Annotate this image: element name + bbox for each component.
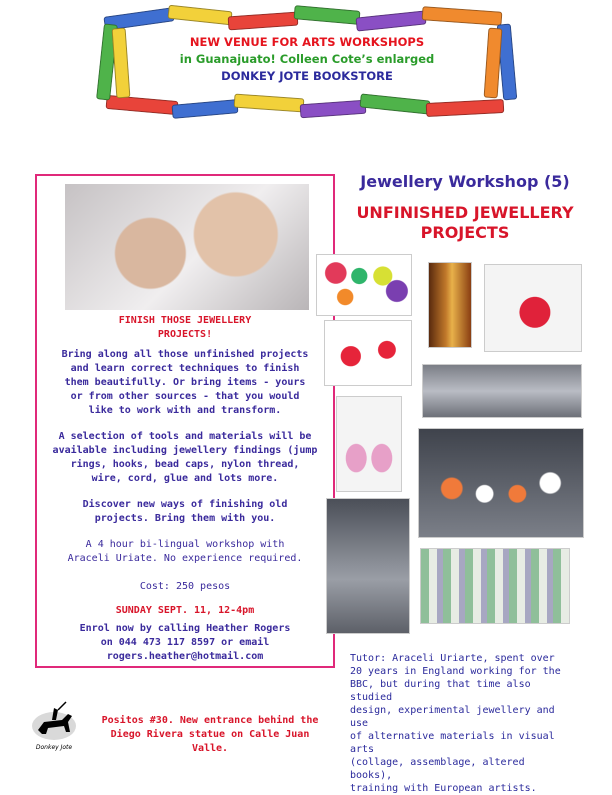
long-bead-necklace-photo <box>326 498 410 634</box>
colorful-bracelet-photo <box>316 254 412 316</box>
paragraph-tools: A selection of tools and materials will be available including jewellery findings (jump rings, hooks, bead caps, nylon thread, wire, cord, glue and lots more. <box>52 431 318 484</box>
tutor-bio: Tutor: Araceli Uriarte, spent over 20 years in England working for the BBC, but during that time also studied design, experimental jewellery and use of alternative materials in visual arts (collage, assemblage, altered books), training with European artists. <box>350 653 561 794</box>
orange-bead-bracelet-photo <box>418 428 584 538</box>
earrings-gold-photo <box>428 262 472 348</box>
location-text: Positos #30. New entrance behind the Diego Rivera statue on Calle Juan Valle. <box>101 715 319 754</box>
red-flower-pendant-photo <box>484 264 582 352</box>
project-title: UNFINISHED JEWELLERY PROJECTS <box>356 203 574 242</box>
paragraph-bilingual: A 4 hour bi-lingual workshop with Araceli Uriate. No experience required. <box>67 539 303 564</box>
workshop-info-box <box>35 174 335 668</box>
pink-drop-earrings-photo <box>336 396 402 492</box>
paragraph-unfinished: Bring along all those unfinished projects and learn correct techniques to finish them beautifully. Or bring items - yours or from other sources - that you would like to work with and transform. <box>61 349 309 416</box>
email-address[interactable]: rogers.heather@hotmail.com <box>106 651 264 662</box>
crayon-banner <box>98 6 516 118</box>
banner-line-1: NEW VENUE FOR ARTS WORKSHOPS <box>189 35 425 49</box>
red-bead-earrings-photo <box>324 320 412 386</box>
cost-text: Cost: 250 pesos <box>139 581 231 592</box>
enrol-text: Enrol now by calling Heather Rogers on 044 473 117 8597 or email rogers.heather@hotmail.com <box>37 622 333 664</box>
date-text: SUNDAY SEPT. 11, 12-4pm <box>115 605 255 616</box>
finish-heading: FINISH THOSE JEWELLERY PROJECTS! <box>118 315 252 340</box>
hands-threading-photo <box>65 184 309 310</box>
logo-text: Donkey Jote <box>35 744 73 751</box>
banner-text <box>128 34 486 92</box>
wire-clasp-photo <box>422 364 582 418</box>
donkey-logo-icon <box>24 700 84 748</box>
banner-line-2: in Guanajuato! Colleen Cote’s enlarged <box>179 52 435 66</box>
banner-line-3: DONKEY JOTE BOOKSTORE <box>221 69 393 83</box>
charm-necklace-photo <box>420 548 570 624</box>
workshop-title: Jewellery Workshop (5) <box>360 172 570 191</box>
paragraph-discover: Discover new ways of finishing old projects. Bring them with you. <box>82 499 288 524</box>
